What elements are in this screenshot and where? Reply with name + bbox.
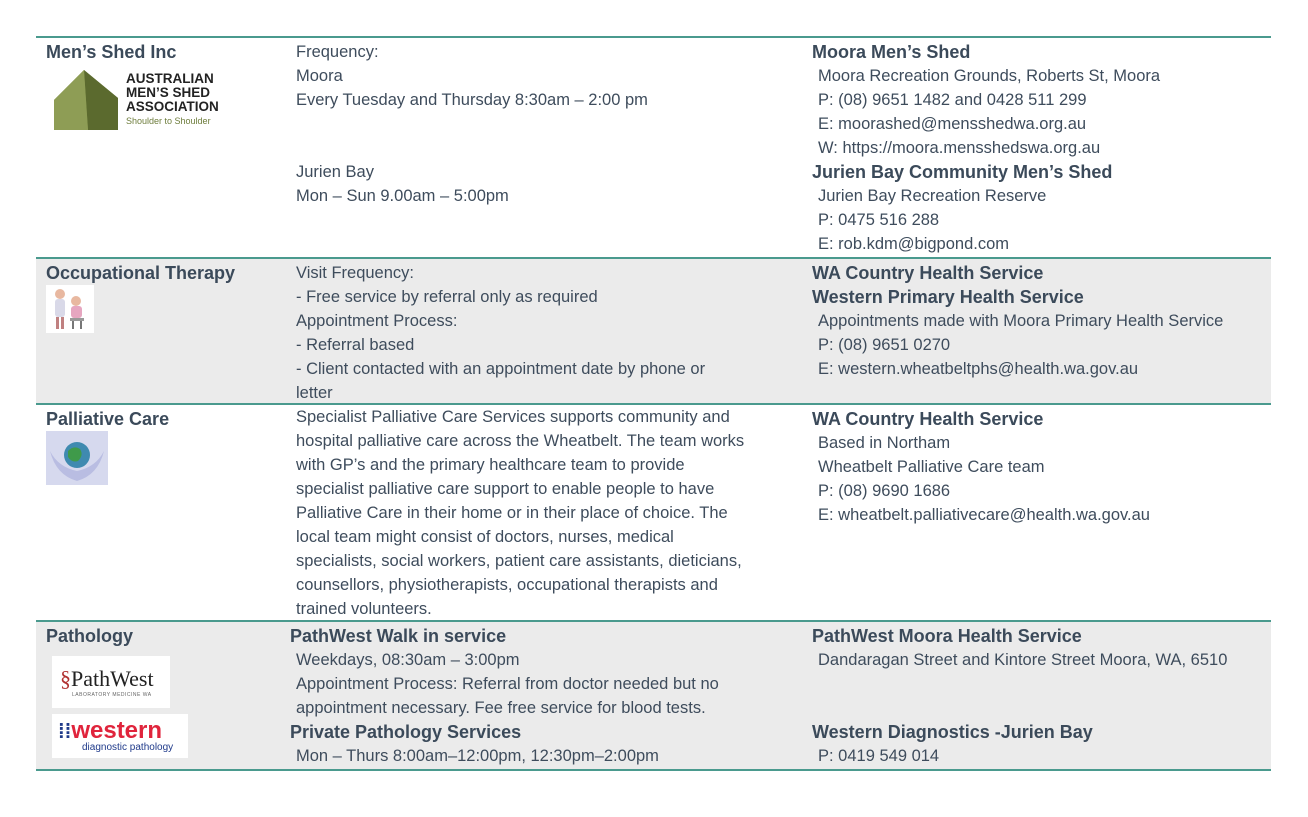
contact-line: P: 0475 516 288 bbox=[818, 211, 940, 229]
palliative-care-hands-image bbox=[46, 431, 108, 485]
australian-mens-shed-association-logo bbox=[54, 70, 254, 132]
contact-line: E: moorashed@mensshedwa.org.au bbox=[818, 115, 1087, 133]
therapist-figure-icon bbox=[46, 285, 94, 333]
block-title: PathWest Walk in service bbox=[290, 626, 507, 646]
detail-line: Mon – Sun 9.00am – 5:00pm bbox=[296, 187, 509, 205]
contact-line: P: 0419 549 014 bbox=[818, 747, 940, 765]
block-line: Mon – Thurs 8:00am–12:00pm, 12:30pm–2:00pm bbox=[296, 747, 659, 765]
detail-line: Moora bbox=[296, 67, 343, 85]
service-name: Men’s Shed Inc bbox=[46, 42, 177, 62]
row-mens-shed bbox=[36, 36, 1271, 257]
detail-line: - Free service by referral only as required bbox=[296, 288, 598, 306]
services-table bbox=[36, 36, 1271, 771]
row-pathology bbox=[36, 620, 1271, 771]
contact-line: E: western.wheatbeltphs@health.wa.gov.au bbox=[818, 360, 1139, 378]
detail-line: hospital palliative care across the Wheatbelt. The team works bbox=[296, 432, 745, 450]
block-line: Appointment Process: Referral from doctor needed but no bbox=[296, 675, 719, 693]
detail-line: letter bbox=[296, 384, 333, 402]
contact-line: Jurien Bay Recreation Reserve bbox=[818, 187, 1047, 205]
service-name: Pathology bbox=[46, 626, 134, 646]
pathwest-s-mark-icon: § bbox=[60, 666, 71, 691]
western-logo-subtext: diagnostic pathology bbox=[82, 742, 174, 753]
block-title: Private Pathology Services bbox=[290, 722, 522, 742]
contact-line: P: (08) 9651 1482 and 0428 511 299 bbox=[818, 91, 1087, 109]
logo-line: MEN’S SHED bbox=[126, 85, 211, 100]
detail-line: counsellors, physiotherapists, occupational therapists and bbox=[296, 576, 718, 594]
contact-title: PathWest Moora Health Service bbox=[812, 626, 1082, 646]
contact-line: Wheatbelt Palliative Care team bbox=[818, 458, 1045, 476]
block-line: appointment necessary. Fee free service for blood tests. bbox=[296, 699, 706, 717]
contact-line: Based in Northam bbox=[818, 434, 951, 452]
contact-line: E: rob.kdm@bigpond.com bbox=[818, 235, 1010, 253]
pathwest-logo-subtext: LABORATORY MEDICINE WA bbox=[72, 692, 152, 698]
contact-line: E: wheatbelt.palliativecare@health.wa.gov.au bbox=[818, 506, 1150, 524]
contact-line: P: (08) 9690 1686 bbox=[818, 482, 951, 500]
detail-line: specialists, social workers, patient care assistants, dieticians, bbox=[296, 552, 742, 570]
detail-line: Palliative Care in their home or in their place of choice. The bbox=[296, 504, 728, 522]
contact-title: Moora Men’s Shed bbox=[812, 42, 971, 62]
pathwest-logo bbox=[52, 656, 170, 708]
hands-holding-globe-icon bbox=[46, 431, 108, 485]
pathwest-logo-text: PathWest bbox=[71, 666, 154, 691]
detail-line: Frequency: bbox=[296, 43, 379, 61]
detail-line: local team might consist of doctors, nurses, medical bbox=[296, 528, 674, 546]
block-line: Weekdays, 08:30am – 3:00pm bbox=[296, 651, 520, 669]
row-palliative-care bbox=[36, 403, 1271, 620]
contact-line: Appointments made with Moora Primary Health Service bbox=[818, 312, 1224, 330]
contact-line: P: (08) 9651 0270 bbox=[818, 336, 951, 354]
row-occupational-therapy bbox=[36, 257, 1271, 403]
detail-line: Jurien Bay bbox=[296, 163, 374, 181]
logo-line: ASSOCIATION bbox=[126, 99, 219, 114]
contact-title: WA Country Health Service bbox=[812, 263, 1044, 283]
detail-line: Appointment Process: bbox=[296, 312, 458, 330]
contact-line: Moora Recreation Grounds, Roberts St, Moora bbox=[818, 67, 1161, 85]
western-hash-mark-icon: ⁞⁞ bbox=[58, 721, 72, 743]
contact-line: Dandaragan Street and Kintore Street Moora, WA, 6510 bbox=[818, 651, 1228, 669]
western-diagnostic-pathology-logo bbox=[52, 714, 188, 758]
contact-title: Western Primary Health Service bbox=[812, 287, 1084, 307]
western-logo-text: western bbox=[71, 717, 163, 744]
service-name: Occupational Therapy bbox=[46, 263, 236, 283]
contact-title: Jurien Bay Community Men’s Shed bbox=[812, 162, 1113, 182]
detail-line: Specialist Palliative Care Services supports community and bbox=[296, 408, 730, 426]
logo-tagline: Shoulder to Shoulder bbox=[126, 116, 211, 126]
contact-line: W: https://moora.mensshedswa.org.au bbox=[818, 139, 1101, 157]
detail-line: with GP’s and the primary healthcare team to provide bbox=[296, 456, 685, 474]
contact-title: Western Diagnostics -Jurien Bay bbox=[812, 722, 1093, 742]
logo-line: AUSTRALIAN bbox=[126, 71, 214, 86]
occupational-therapy-image bbox=[46, 285, 94, 333]
detail-line: specialist palliative care support to enable people to have bbox=[296, 480, 715, 498]
detail-line: Visit Frequency: bbox=[296, 264, 414, 282]
detail-line: Every Tuesday and Thursday 8:30am – 2:00 pm bbox=[296, 91, 648, 109]
contact-title: WA Country Health Service bbox=[812, 409, 1044, 429]
shed-roof-icon bbox=[54, 70, 118, 130]
detail-line: - Referral based bbox=[296, 336, 415, 354]
detail-line: - Client contacted with an appointment date by phone or bbox=[296, 360, 706, 378]
service-name: Palliative Care bbox=[46, 409, 170, 429]
detail-line: trained volunteers. bbox=[296, 600, 432, 618]
